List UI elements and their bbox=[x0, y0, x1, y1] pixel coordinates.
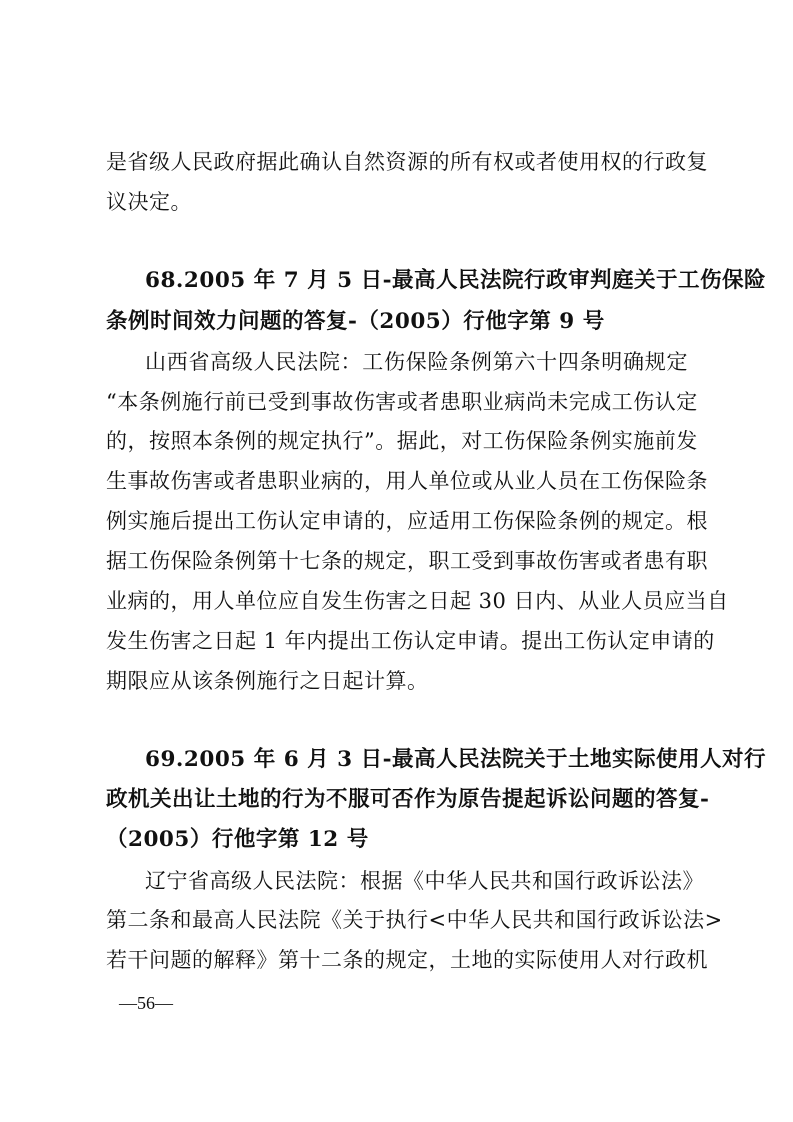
page-number: —56— bbox=[119, 993, 173, 1013]
text-line: 山西省高级人民法院：工伤保险条例第六十四条明确规定 bbox=[145, 350, 688, 374]
section-heading: 政机关出让土地的行为不服可否作为原告提起诉讼问题的答复- bbox=[106, 787, 710, 812]
text-line: 发生伤害之日起 1 年内提出工伤认定申请。提出工伤认定申请的 bbox=[106, 629, 715, 653]
text-line: 议决定。 bbox=[106, 190, 192, 214]
text-line: 业病的，用人单位应自发生伤害之日起 30 日内、从业人员应当自 bbox=[106, 589, 729, 613]
text-line: 生事故伤害或者患职业病的，用人单位或从业人员在工伤保险条 bbox=[106, 469, 708, 493]
section-heading: （2005）行他字第 12 号 bbox=[106, 827, 369, 852]
text-line: 是省级人民政府据此确认自然资源的所有权或者使用权的行政复 bbox=[106, 150, 708, 174]
text-line: “本条例施行前已受到事故伤害或者患职业病尚未完成工伤认定 bbox=[106, 390, 698, 414]
text-line: 辽宁省高级人民法院：根据《中华人民共和国行政诉讼法》 bbox=[145, 869, 704, 893]
section-heading: 69.2005 年 6 月 3 日-最高人民法院关于土地实际使用人对行 bbox=[145, 747, 767, 772]
text-line: 第二条和最高人民法院《关于执行<中华人民共和国行政诉讼法> bbox=[106, 908, 723, 932]
text-line: 据工伤保险条例第十七条的规定，职工受到事故伤害或者患有职 bbox=[106, 549, 708, 573]
section-heading: 68.2005 年 7 月 5 日-最高人民法院行政审判庭关于工伤保险 bbox=[145, 268, 767, 293]
text-line: 若干问题的解释》第十二条的规定，土地的实际使用人对行政机 bbox=[106, 948, 708, 972]
text-line: 期限应从该条例施行之日起计算。 bbox=[106, 669, 429, 693]
text-line: 例实施后提出工伤认定申请的，应适用工伤保险条例的规定。根 bbox=[106, 509, 708, 533]
text-line: 的，按照本条例的规定执行”。据此，对工伤保险条例实施前发 bbox=[106, 429, 698, 453]
section-heading: 条例时间效力问题的答复-（2005）行他字第 9 号 bbox=[106, 309, 605, 334]
